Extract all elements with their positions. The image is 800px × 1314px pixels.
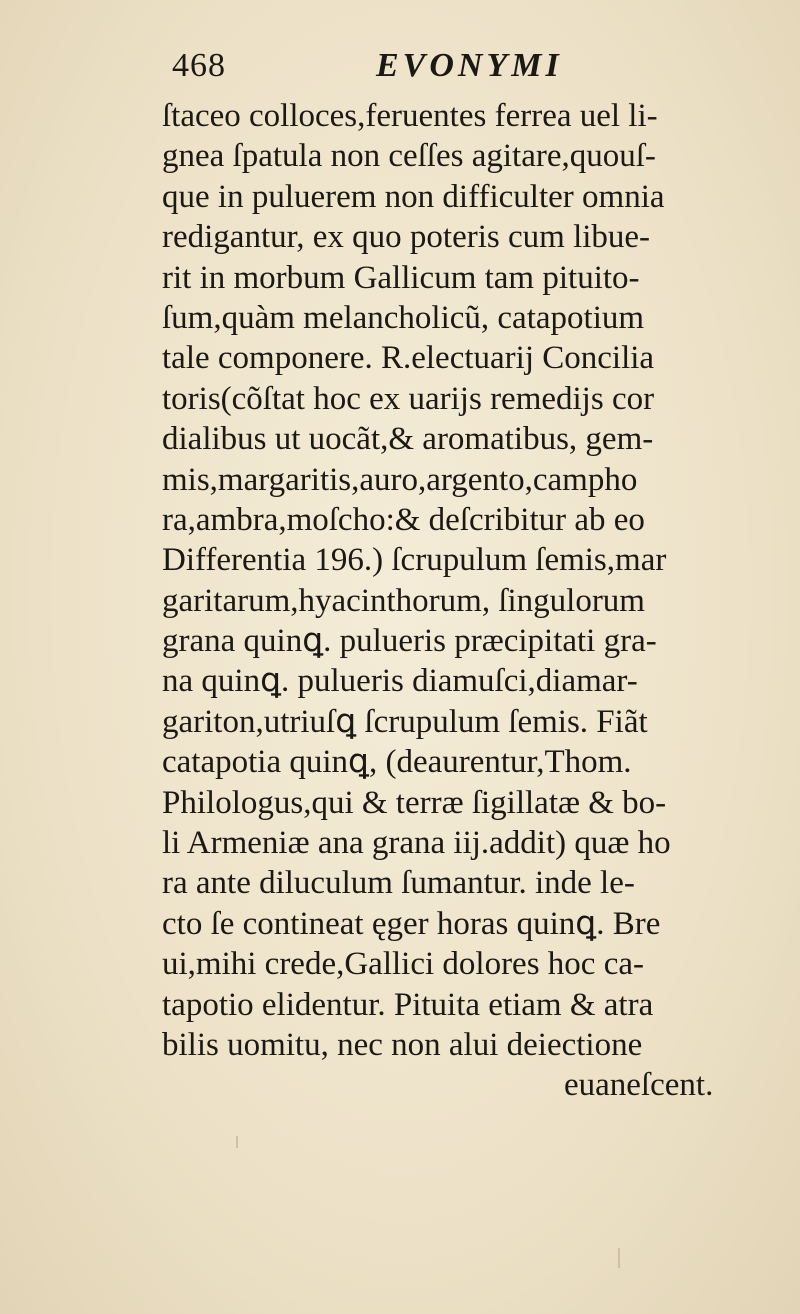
text-line: cto ſe contineat ęger horas quinꝗ. Bre [162, 905, 661, 942]
text-line: toris(cõſtat hoc ex uarijs remedijs cor [162, 380, 655, 417]
text-line: garitarum,hyacinthorum, ſingulorum [162, 582, 645, 619]
text-line: tale componere. R.electuarij Concilia [162, 340, 655, 377]
paper-speck [618, 1248, 620, 1268]
text-line: grana quinꝗ. pulueris præcipitati gra- [162, 623, 657, 660]
page-number: 468 [172, 47, 226, 84]
text-line: mis,margaritis,auro,argento,campho [162, 461, 638, 498]
text-line: que in puluerem non difficulter omnia [162, 178, 665, 215]
text-line: ſum,quàm melancholicũ, catapotium [162, 299, 645, 336]
text-line: li Armeniæ ana grana iij.addit) quæ ho [162, 825, 671, 862]
text-line: bilis uomitu, nec non alui deiectione [162, 1026, 643, 1063]
text-line: ſtaceo colloces,feruentes ferrea uel li- [162, 98, 658, 134]
text-line: ra ante diluculum ſumantur. inde le- [162, 865, 635, 902]
text-line: redigantur, ex quo poteris cum libue- [162, 219, 651, 256]
running-head [172, 46, 602, 86]
text-line: rit in morbum Gallicum tam pituito- [162, 259, 640, 296]
text-line: ra,ambra,moſcho:& deſcribitur ab eo [162, 501, 645, 538]
text-line: Differentia 196.) ſcrupulum ſemis,mar [162, 542, 667, 579]
text-line: Philologus,qui & terræ ſigillatæ & bo- [162, 784, 667, 821]
text-line: dialibus ut uocãt,& aromatibus, gem- [162, 421, 654, 458]
text-line: ui,mihi crede,Gallici dolores hoc ca- [162, 946, 644, 983]
paper-speck [236, 1136, 238, 1148]
text-line: na quinꝗ. pulueris diamuſci,diamar- [162, 663, 638, 700]
running-title: EVONYMI [376, 47, 563, 84]
body-text [162, 96, 762, 1106]
text-line: gariton,utriuſꝗ ſcrupulum ſemis. Fiãt [162, 703, 648, 740]
text-line: catapotia quinꝗ, (deaurentur,Thom. [162, 744, 632, 781]
text-line: tapotio elidentur. Pituita etiam & atra [162, 986, 654, 1023]
text-line: gnea ſpatula non ceſſes agitare,quouſ- [162, 138, 656, 175]
text-line-final: euaneſcent. [564, 1067, 714, 1104]
